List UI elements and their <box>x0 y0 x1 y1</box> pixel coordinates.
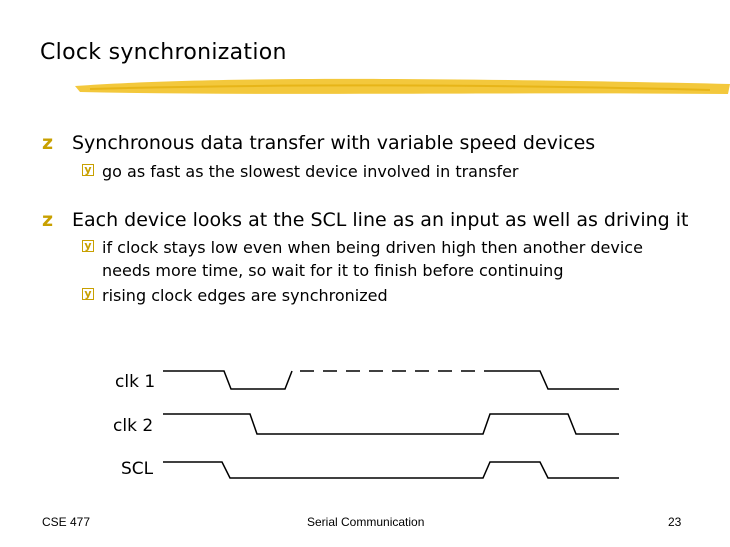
footer-topic: Serial Communication <box>307 515 425 529</box>
clk1-waveform-end <box>495 371 619 389</box>
footer-page-number: 23 <box>668 515 682 529</box>
bullet-1-sub-1-text: go as fast as the slowest device involved in transfer <box>102 162 519 181</box>
bullet-1-text: Synchronous data transfer with variable speed devices <box>72 132 596 154</box>
clk2-label: clk 2 <box>113 416 154 436</box>
scl-label: SCL <box>121 459 154 479</box>
title-underline-swoosh <box>70 72 730 102</box>
clk2-waveform <box>163 414 619 434</box>
bullet-2-sub-2-text: rising clock edges are synchronized <box>102 286 388 305</box>
page-title: Clock synchronization <box>40 40 287 65</box>
bullet-2-sub-1-line-1: if clock stays low even when being driven high then another device <box>102 238 643 257</box>
clk1-waveform <box>163 371 292 389</box>
z-bullet-icon: z <box>42 209 54 231</box>
y-bullet-icon: y <box>82 240 94 252</box>
y-bullet-icon: y <box>82 288 94 300</box>
bullet-2-text: Each device looks at the SCL line as an input as well as driving it <box>72 209 689 231</box>
z-bullet-icon: z <box>42 132 54 154</box>
clk1-label: clk 1 <box>115 372 156 392</box>
y-bullet-icon: y <box>82 164 94 176</box>
scl-waveform <box>163 462 619 478</box>
footer-course: CSE 477 <box>42 515 91 529</box>
bullet-2-sub-1-line-2: needs more time, so wait for it to finish before continuing <box>102 261 564 280</box>
